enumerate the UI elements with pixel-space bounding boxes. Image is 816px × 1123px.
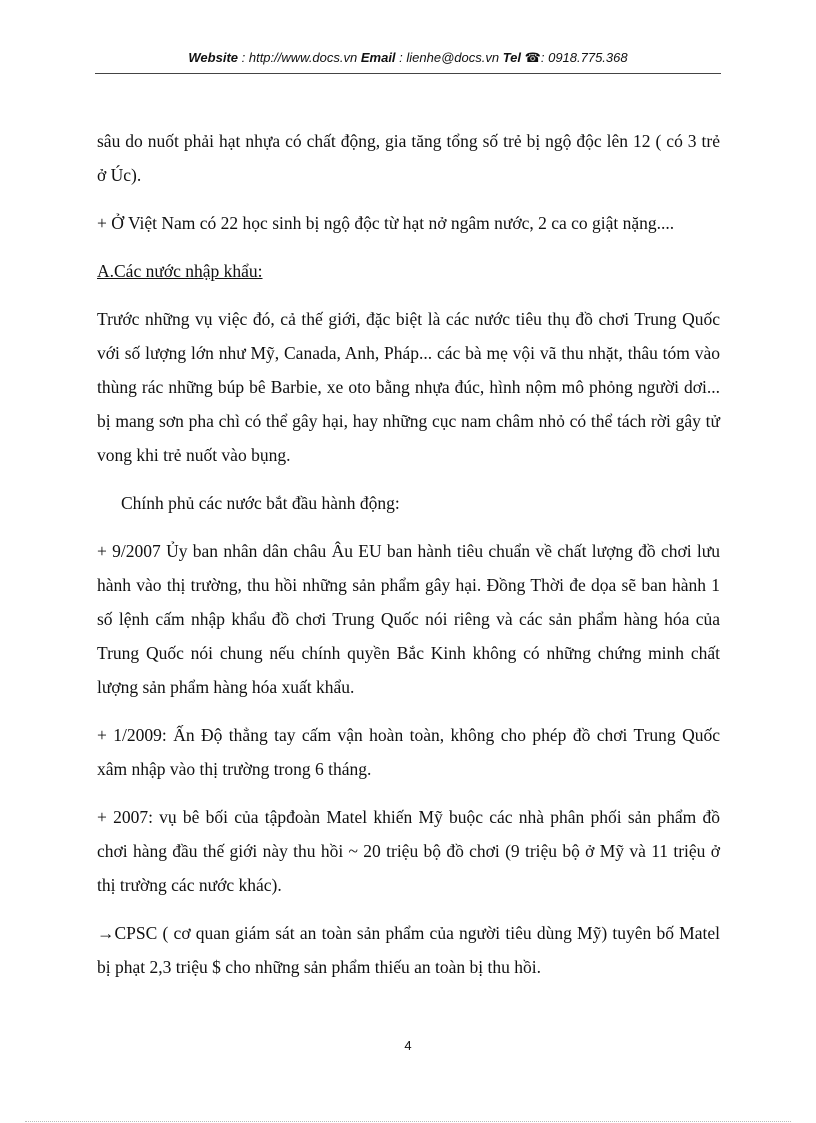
header-divider <box>95 73 721 74</box>
paragraph: + Ở Việt Nam có 22 học sinh bị ngộ độc từ hạt nở ngâm nước, 2 ca co giật nặng.... <box>97 213 675 233</box>
email-label: Email <box>360 50 396 65</box>
document-body <box>97 124 720 998</box>
section-heading: A.Các nước nhập khẩu: <box>97 261 263 281</box>
paragraph: + 2007: vụ bê bối của tậpđoàn Matel khiến Mỹ buộc các nhà phân phối sản phẩm đồ chơi hàng đầu thế giới này thu hồi ~ 20 triệu bộ đồ chơi (9 triệu bộ ở Mỹ và 11 triệu ở thị trường các nước khác). <box>97 807 720 895</box>
paragraph: + 1/2009: Ấn Độ thẳng tay cấm vận hoàn toàn, không cho phép đồ chơi Trung Quốc xâm nhập vào thị trường trong 6 tháng. <box>97 725 720 779</box>
page-header <box>95 50 721 66</box>
paragraph: →CPSC ( cơ quan giám sát an toàn sản phẩm của người tiêu dùng Mỹ) tuyên bố Matel bị phạt 2,3 triệu $ cho những sản phẩm thiếu an toàn bị thu hồi. <box>97 923 720 977</box>
phone-icon: ☎ <box>524 50 541 65</box>
paragraph: + 9/2007 Ủy ban nhân dân châu Âu EU ban hành tiêu chuẩn về chất lượng đồ chơi lưu hành vào thị trường, thu hồi những sản phẩm gây hại. Đồng Thời đe dọa sẽ ban hành 1 số lệnh cấm nhập khẩu đồ chơi Trung Quốc nói riêng và các sản phẩm hàng hóa của Trung Quốc nói chung nếu chính quyền Bắc Kinh không có những chứng minh chất lượng sản phẩm hàng hóa xuất khẩu. <box>97 541 720 697</box>
paragraph: sâu do nuốt phải hạt nhựa có chất động, gia tăng tổng số trẻ bị ngộ độc lên 12 ( có 3 trẻ ở Úc). <box>97 131 720 185</box>
website-label: Website <box>188 50 238 65</box>
paragraph: Chính phủ các nước bắt đầu hành động: <box>121 493 400 513</box>
page-number: 4 <box>404 1038 412 1053</box>
email-value: : lienhe@docs.vn <box>399 50 500 65</box>
paragraph: Trước những vụ việc đó, cả thế giới, đặc biệt là các nước tiêu thụ đồ chơi Trung Quốc với số lượng lớn như Mỹ, Canada, Anh, Pháp... các bà mẹ vội vã thu nhặt, thâu tóm vào thùng rác những búp bê Barbie, xe oto bằng nhựa đúc, hình nộm mô phỏng người dơi... bị mang sơn pha chì có thể gây hại, hay những cục nam châm nhỏ có thể tách rời gây tử vong khi trẻ nuốt vào bụng. <box>97 309 720 465</box>
tel-label: Tel <box>502 50 522 65</box>
website-value: : http://www.docs.vn <box>241 50 358 65</box>
tel-value: : 0918.775.368 <box>540 50 628 65</box>
footer-divider <box>25 1121 791 1122</box>
